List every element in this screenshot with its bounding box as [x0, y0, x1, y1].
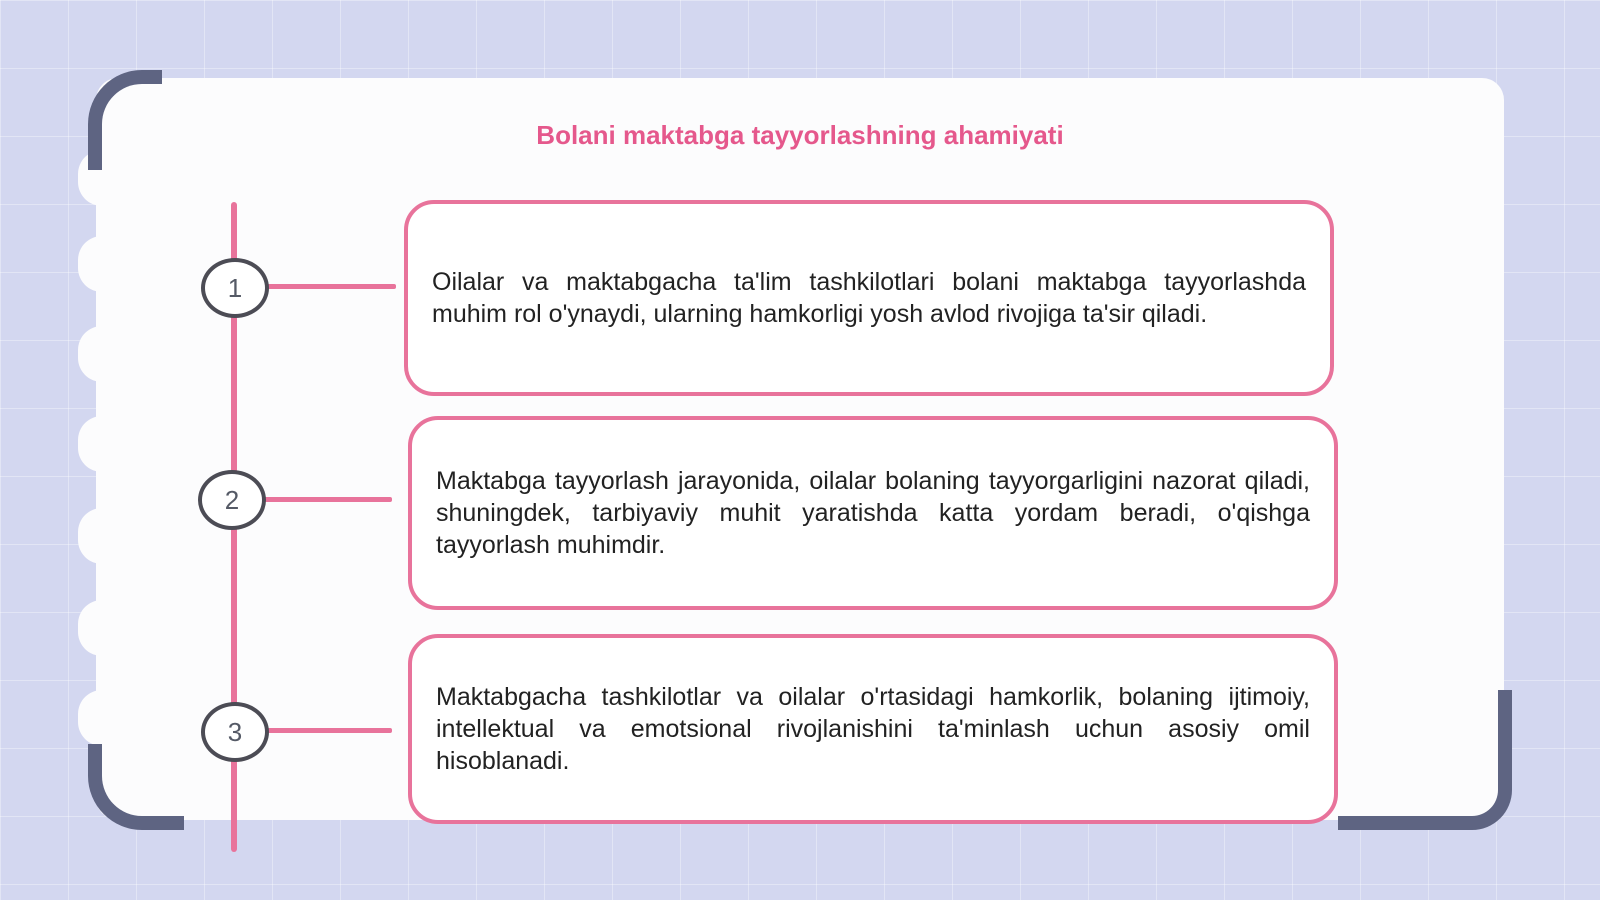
step-connector — [266, 728, 392, 733]
step-card — [408, 634, 1338, 824]
step-connector — [264, 284, 396, 289]
notebook-tab — [78, 236, 126, 292]
step-text: Oilalar va maktabgacha ta'lim tashkilotlari bolani maktabga tayyorlashda muhim rol o'ynaydi, ularning hamkorligi yosh avlod rivojiga ta'sir qiladi. — [432, 268, 1306, 328]
notebook-tab — [78, 416, 126, 472]
notebook-tab — [78, 326, 126, 382]
slide-title: Bolani maktabga tayyorlashning ahamiyati — [536, 120, 1064, 150]
step-number-badge — [198, 470, 266, 530]
step-number-badge — [201, 702, 269, 762]
step-card — [404, 200, 1334, 396]
step-number: 2 — [224, 484, 240, 515]
step-text: Maktabgacha tashkilotlar va oilalar o'rtasidagi hamkorlik, bolaning ijtimoiy, intellektual va emotsional rivojlanishini ta'minlash uchun asosiy omil hisoblanadi. — [436, 683, 1310, 775]
notebook-tab — [78, 508, 126, 564]
notebook-tab — [78, 690, 126, 746]
corner-bracket-top-left — [88, 70, 162, 170]
step-number-badge — [201, 258, 269, 318]
step-number: 3 — [227, 716, 243, 747]
step-number: 1 — [227, 272, 243, 303]
corner-bracket-bottom-right — [1338, 690, 1512, 830]
corner-bracket-bottom-left — [88, 744, 184, 830]
step-connector — [262, 497, 392, 502]
notebook-tab — [78, 600, 126, 656]
step-card — [408, 416, 1338, 610]
step-text: Maktabga tayyorlash jarayonida, oilalar bolaning tayyorgarligini nazorat qiladi, shuningdek, tarbiyaviy muhit yaratishda katta yordam beradi, o'qishga tayyorlash muhimdir. — [436, 467, 1310, 559]
